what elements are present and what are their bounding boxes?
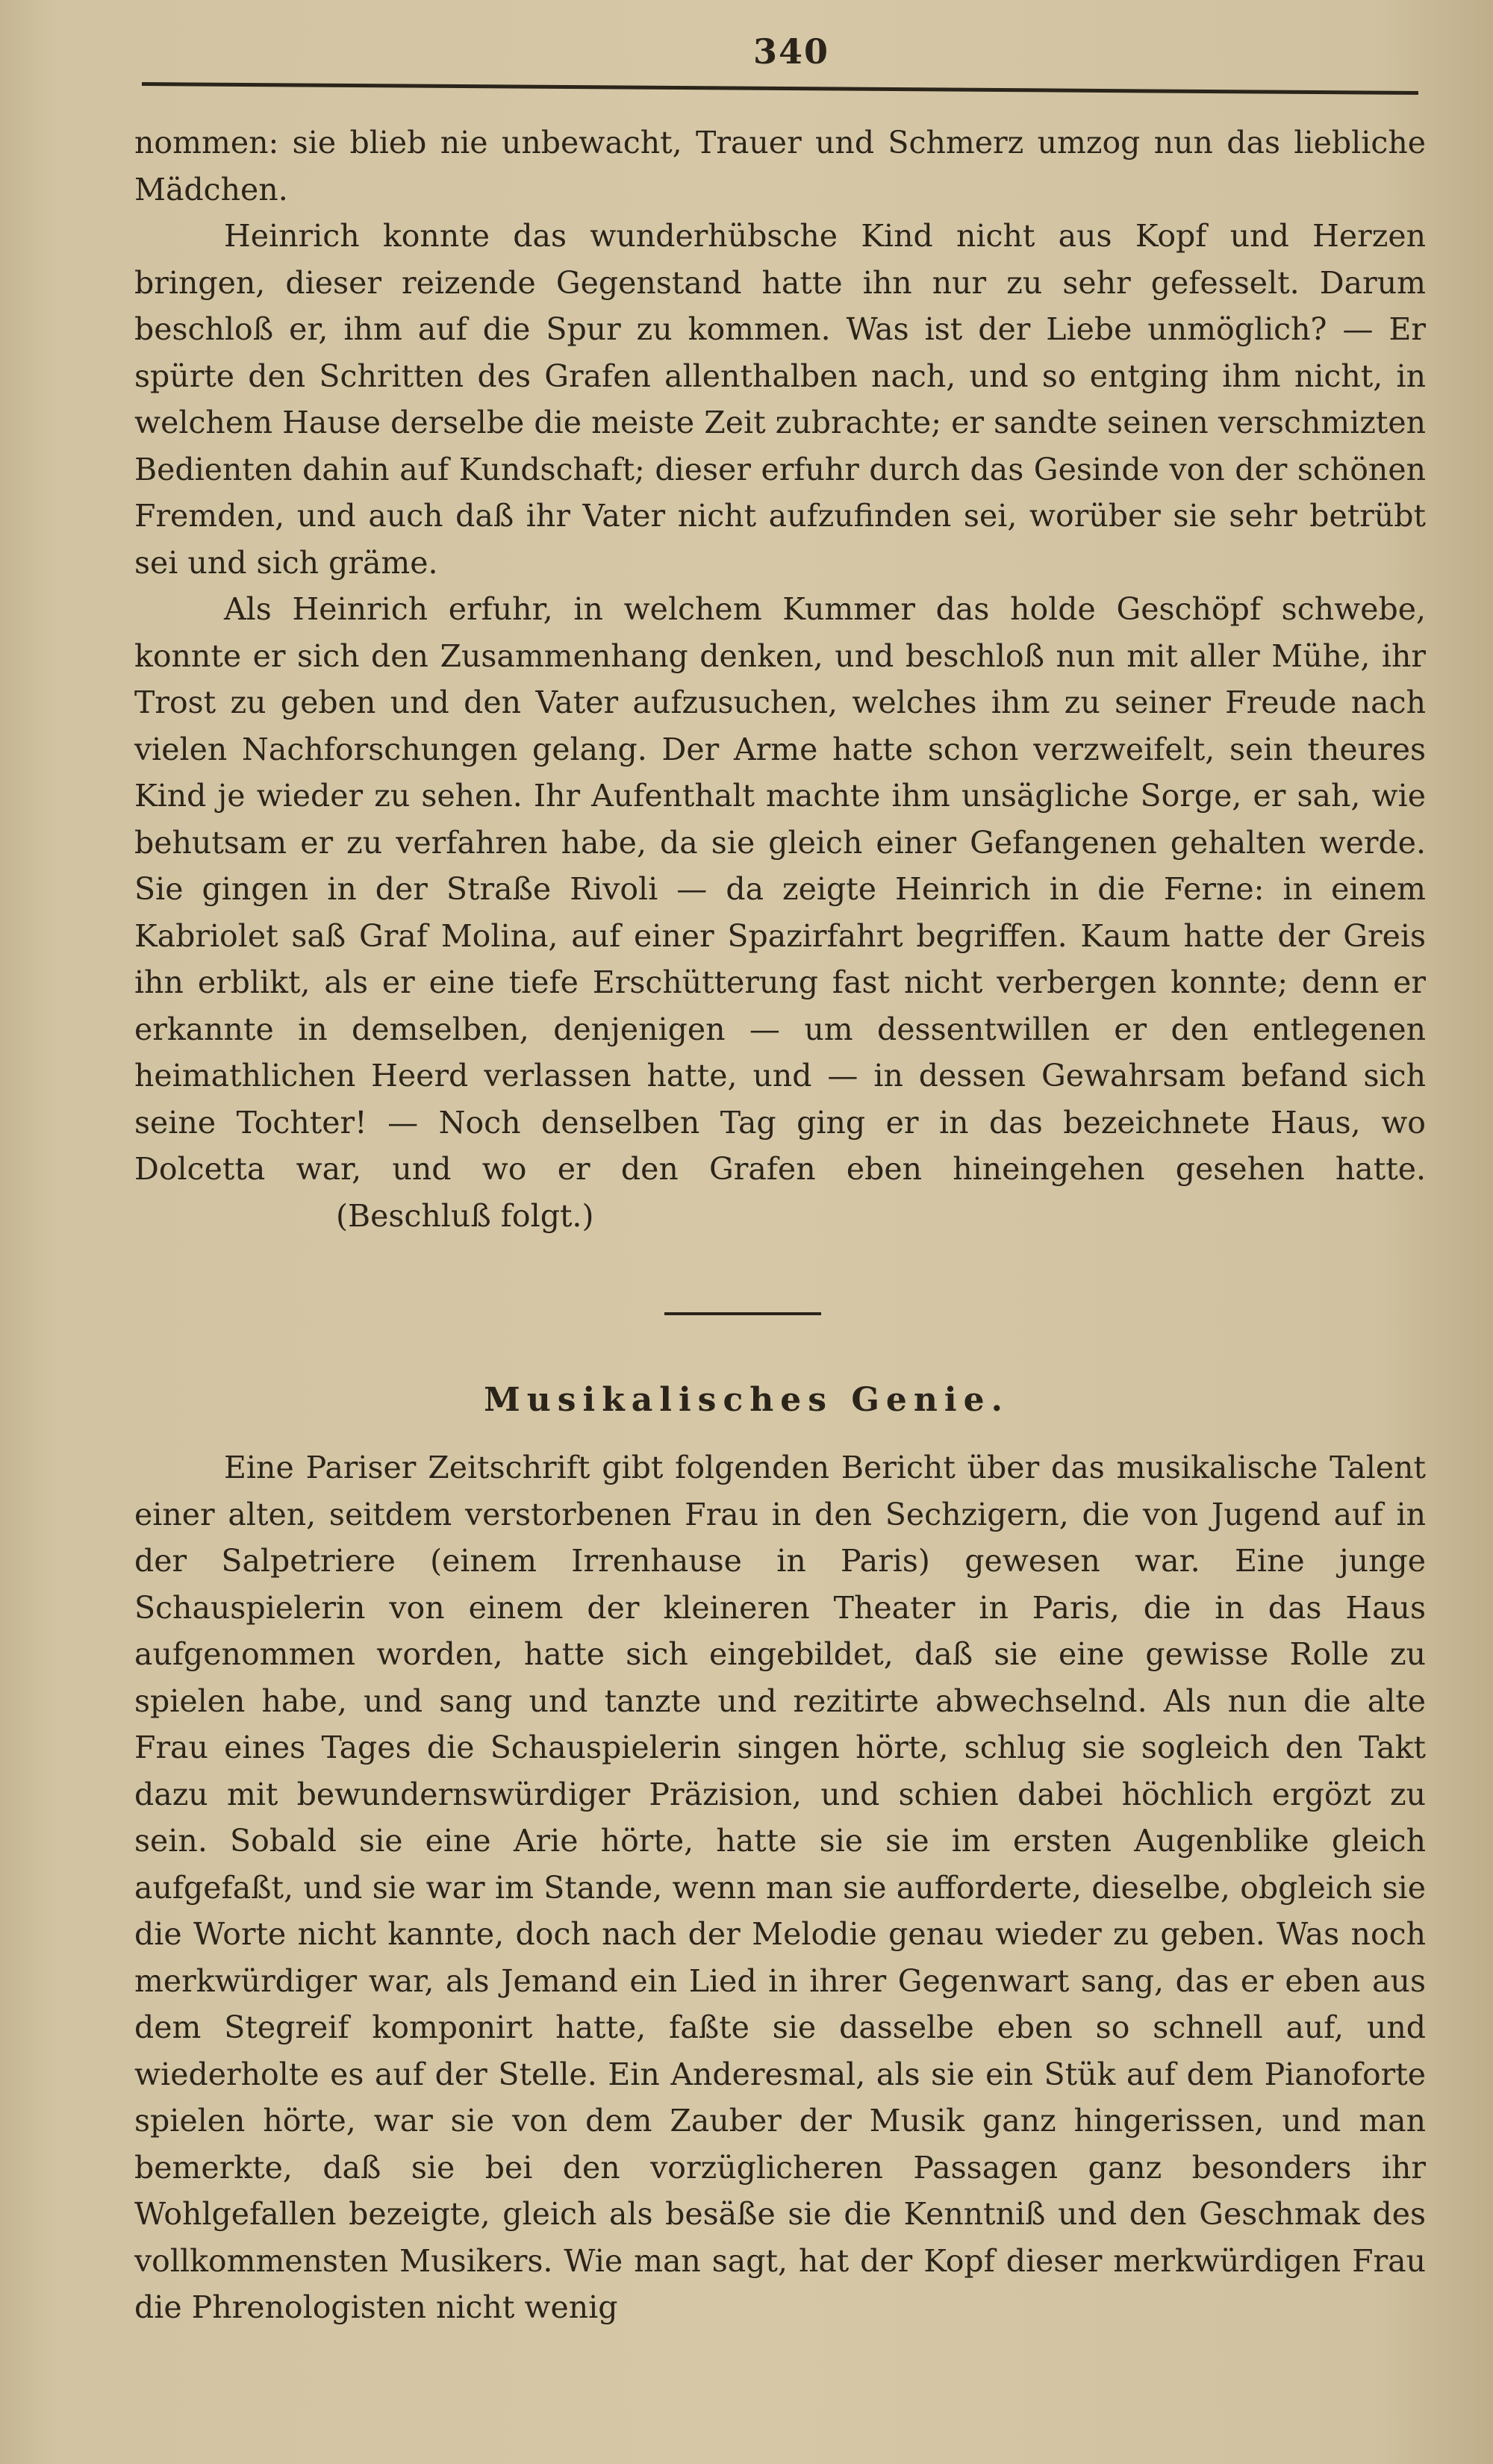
story-paragraph: nommen: sie blieb nie unbewacht, Trauer und Schmerz umzog nun das liebliche Mädchen. xyxy=(134,125,1426,208)
article-text xyxy=(134,1444,1426,2331)
page-number: 340 xyxy=(752,31,830,72)
story-paragraph-text: Als Heinrich erfuhr, in welchem Kummer das holde Geschöpf schwebe, konnte er sich den Zusammenhang denken, und beschloß nun mit aller Mühe, ihr Trost zu geben und den Vater aufzusuchen, welches ihm zu seiner Freude nach vielen Nachforschungen gelang. Der Arme hatte schon verzweifelt, sein theures Kind je wieder zu sehen. Ihr Aufenthalt machte ihm unsägliche Sorge, er sah, wie behutsam er zu verfahren habe, da sie gleich einer Gefangenen gehalten werde. Sie gingen in der Straße Rivoli — da zeigte Heinrich in die Ferne: in einem Kabriolet saß Graf Molina, auf einer Spazirfahrt begriffen. Kaum hatte der Greis ihn erblikt, als er eine tiefe Erschütterung fast nicht verbergen konnte; denn er erkannte in demselben, denjenigen — um dessentwillen er den entlegenen heimathlichen Heerd verlassen hatte, und — in dessen Gewahrsam befand sich seine Tochter! — Noch denselben Tag ging er in das bezeichnete Haus, wo Dolcetta war, und wo er den Grafen eben hineingehen gesehen hatte. xyxy=(134,591,1426,1187)
header-rule xyxy=(142,82,1418,95)
story-paragraph: Heinrich konnte das wunderhübsche Kind nicht aus Kopf und Herzen bringen, dieser reizende Gegenstand hatte ihn nur zu sehr gefesselt. Darum beschloß er, ihm auf die Spur zu kommen. Was ist der Liebe unmöglich? — Er spürte den Schritten des Grafen allenthalben nach, und so entging ihm nicht, in welchem Hause derselbe die meiste Zeit zubrachte; er sandte seinen verschmizten Bedienten dahin auf Kundschaft; dieser erfuhr durch das Gesinde von der schönen Fremden, und auch daß ihr Vater nicht aufzufinden sei, worüber sie sehr betrübt sei und sich gräme. xyxy=(134,218,1426,581)
story-text xyxy=(134,119,1426,1239)
section-divider xyxy=(664,1312,821,1315)
article-paragraph: Eine Pariser Zeitschrift gibt folgenden Bericht über das musikalische Talent einer alten, seitdem verstorbenen Frau in den Sechzigern, die von Jugend auf in der Salpetriere (einem Irrenhause in Paris) gewesen war. Eine junge Schauspielerin von einem der kleineren Theater in Paris, die in das Haus aufgenommen worden, hatte sich eingebildet, daß sie eine gewisse Rolle zu spielen habe, und sang und tanzte und rezitirte abwechselnd. Als nun die alte Frau eines Tages die Schauspielerin singen hörte, schlug sie sogleich den Takt dazu mit bewundernswürdiger Präzision, und schien dabei höchlich ergözt zu sein. Sobald sie eine Arie hörte, hatte sie sie im ersten Augenblike gleich aufgefaßt, und sie war im Stande, wenn man sie aufforderte, dieselbe, obgleich sie die Worte nicht kannte, doch nach der Melodie genau wieder zu geben. Was noch merkwürdiger war, als Jemand ein Lied in ihrer Gegenwart sang, das er eben aus dem Stegreif komponirt hatte, faßte sie dasselbe eben so schnell auf, und wiederholte es auf der Stelle. Ein Anderesmal, als sie ein Stük auf dem Pianoforte spielen hörte, war sie von dem Zauber der Musik ganz hingerissen, und man bemerkte, daß sie bei den vorzüglicheren Passagen ganz besonders ihr Wohlgefallen bezeigte, gleich als besäße sie die Kenntniß und den Geschmak des vollkommensten Musikers. Wie man sagt, hat der Kopf dieser merkwürdigen Frau die Phrenologisten nicht wenig xyxy=(134,1450,1426,2325)
continued-note: (Beschluß folgt.) xyxy=(336,1197,594,1234)
article-title: Musikalisches Genie. xyxy=(484,1381,1009,1419)
story-paragraph xyxy=(134,586,1426,1239)
